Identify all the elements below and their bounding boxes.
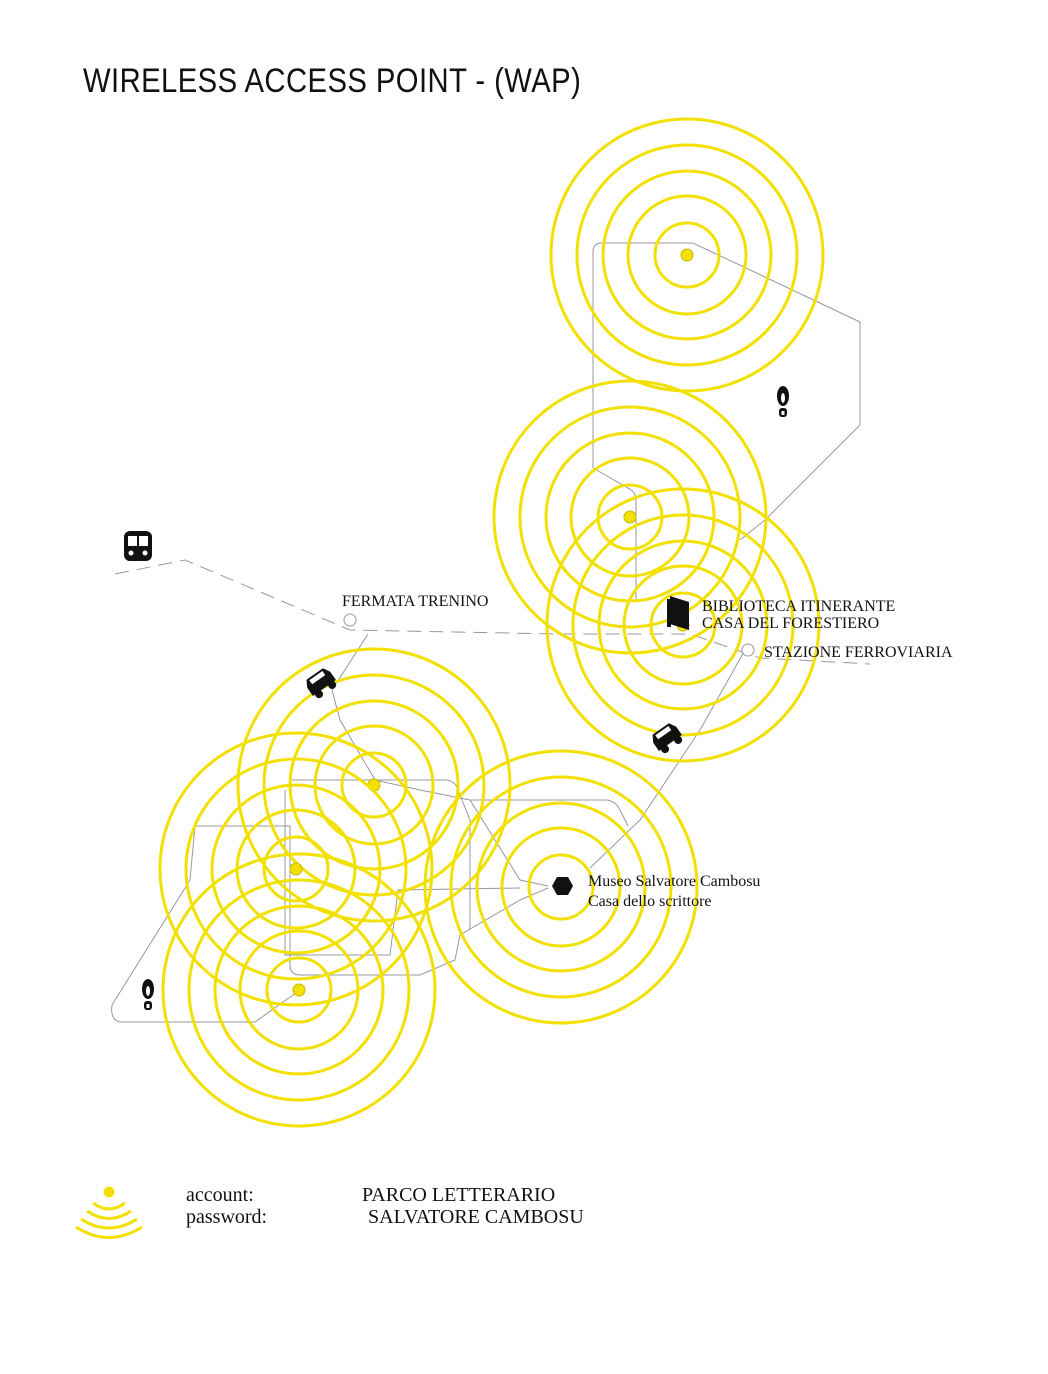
fermata-label: FERMATA TRENINO [342,593,489,610]
wifi-access-point [551,119,823,391]
footprint-icon [142,979,154,1010]
museo-label-line1: Museo Salvatore Cambosu [588,873,761,890]
password-value: SALVATORE CAMBOSU [368,1206,584,1228]
train-icon [124,531,152,561]
account-value: PARCO LETTERARIO [362,1184,556,1206]
wifi-access-point-dot [681,249,693,261]
museo-label-line2: Casa dello scrittore [588,893,712,910]
car-icon [649,721,685,756]
page-title: WIRELESS ACCESS POINT - (WAP) [83,62,582,100]
route-lines [112,243,870,1022]
wifi-access-point-dot [624,511,636,523]
password-label: password: [186,1206,268,1228]
wifi-access-point [163,854,435,1126]
fermata-marker [344,614,356,626]
wifi-access-point-dot [293,984,305,996]
wifi-access-point-dot [290,863,302,875]
wifi-signal-icon [76,1187,142,1238]
stazione-label: STAZIONE FERROVIARIA [764,644,953,661]
account-label: account: [186,1184,254,1206]
museum-hexagon-icon [552,877,573,895]
biblioteca-label-line1: BIBLIOTECA ITINERANTE [702,598,896,615]
biblioteca-label-line2: CASA DEL FORESTIERO [702,615,880,632]
footprint-icon [777,386,789,417]
wifi-access-point [160,733,432,1005]
stazione-marker [742,644,754,656]
book-icon [667,596,689,630]
